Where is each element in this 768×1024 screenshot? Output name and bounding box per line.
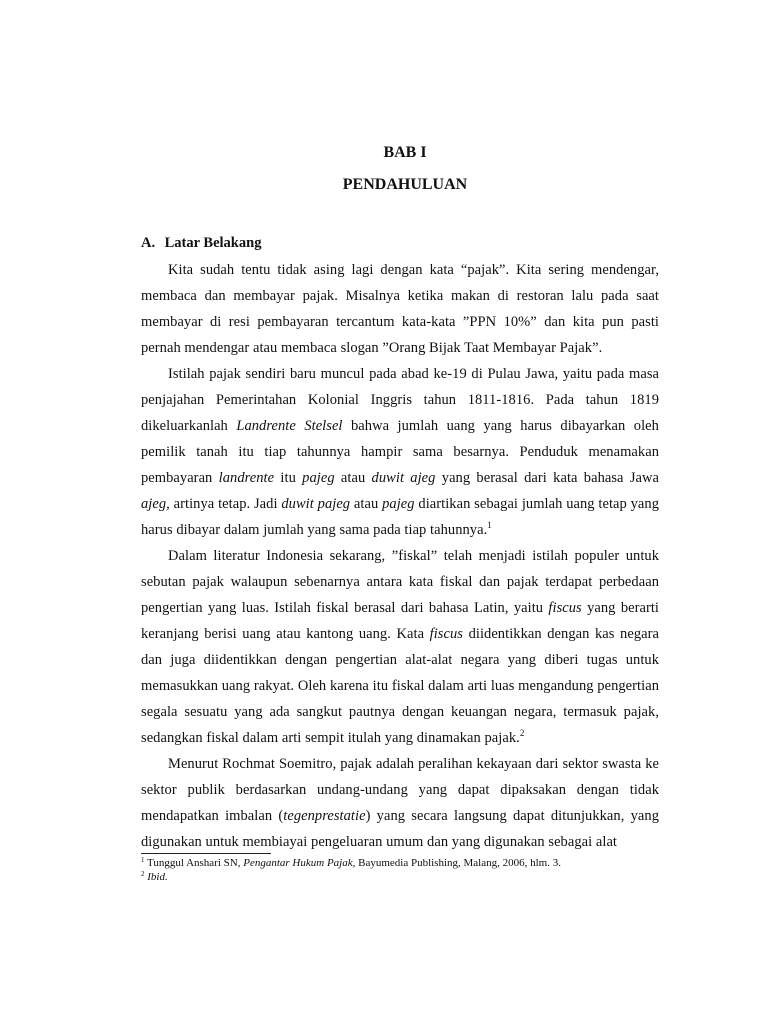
italic-term: Landrente Stelsel [236,418,343,434]
paragraph [141,543,659,751]
text-run: ) yang secara langsung dapat ditunjukkan, yang digunakan untuk membiayai pengeluaran umum dan yang digunakan sebagai alat [141,808,659,850]
footnote-text: , Bayumedia Publishing, Malang, 2006, hlm. 3. [352,857,561,869]
section-heading [141,233,261,253]
text-run: diidentikkan dengan kas negara dan juga diidentikkan dengan pengertian alat-alat negara yang diberi tugas untuk memasukkan uang rakyat. Oleh karena itu fiskal dalam arti luas mengandung pengertian segala sesuatu yang ada sangkut pautnya dengan keuangan negara, termasuk pajak, sedangkan fiskal dalam arti sempit itulah yang dinamakan pajak. [141,626,659,746]
section-marker: A. [141,235,156,251]
footnote [141,870,661,884]
footnotes [141,856,661,884]
footnote-ref: 2 [519,728,525,738]
footnote-italic: Ibid. [147,871,168,883]
italic-term: fiscus [429,626,463,642]
paragraph [141,361,659,543]
italic-term: pajeg [302,470,335,486]
footnote-italic: Pengantar Hukum Pajak [243,857,353,869]
paragraph [141,257,659,361]
italic-term: tegenprestatie [283,808,366,824]
chapter-number: BAB I [383,144,427,161]
italic-term: fiscus [548,600,582,616]
italic-term: pajeg [382,496,415,512]
text-run: artinya tetap. Jadi [169,496,282,512]
footnote-divider [141,853,271,854]
text-run: Dalam literatur Indonesia sekarang, ”fiskal” telah menjadi istilah populer untuk sebutan pajak walaupun sebenarnya antara kata fiskal dan pajak terdapat perbedaan pengertian yang luas. Istilah fiskal berasal dari bahasa Latin, yaitu [141,548,659,616]
text-run: Kita sudah tentu tidak asing lagi dengan kata “pajak”. Kita sering mendengar, membaca dan membayar pajak. Misalnya ketika makan di restoran lalu pada saat membayar di resi pembayaran tercantum kata-kata ”PPN 10%” dan kita pun pasti pernah mendengar atau membaca slogan ”Orang Bijak Taat Membayar Pajak”. [141,262,659,356]
chapter-title: PENDAHULUAN [342,176,468,193]
text-run: Menurut Rochmat Soemitro, pajak adalah peralihan kekayaan dari sektor swasta ke sektor publik berdasarkan undang-undang yang dapat dipaksakan dengan tidak mendapatkan imbalan ( [141,756,659,824]
text-run: Istilah pajak sendiri baru muncul pada abad ke-19 di Pulau Jawa, yaitu pada masa penjajahan Pemerintahan Kolonial Inggris tahun 1811-1816. Pada tahun 1819 dikeluarkanlah [141,366,659,434]
footnote [141,856,661,870]
footnote-ref: 1 [487,520,492,530]
section-title: Latar Belakang [164,235,262,251]
body-text [141,257,659,855]
text-run: atau [334,470,372,486]
text-run: yang berarti keranjang berisi uang atau kantong uang. Kata [141,600,660,642]
text-run: bahwa jumlah uang yang harus dibayarkan oleh pemilik tanah itu tiap tahunnya hampir sama besarnya. Penduduk menamakan pembayaran [141,418,659,486]
footnote-number: 2 [141,870,145,878]
paragraph [141,751,659,855]
italic-term: landrente [218,470,275,486]
footnote-text: Tunggul Anshari SN, [144,857,244,869]
text-run: yang berasal dari kata bahasa Jawa [435,470,660,486]
footnote-number: 1 [141,856,145,864]
italic-term: duwit ajeg [371,470,436,486]
text-run: diartikan sebagai jumlah uang tetap yang harus dibayar dalam jumlah yang sama pada tiap tahunnya. [141,496,660,538]
italic-term: duwit pajeg [281,496,351,512]
italic-term: ajeg, [141,496,170,512]
text-run: itu [274,470,303,486]
text-run: atau [350,496,383,512]
